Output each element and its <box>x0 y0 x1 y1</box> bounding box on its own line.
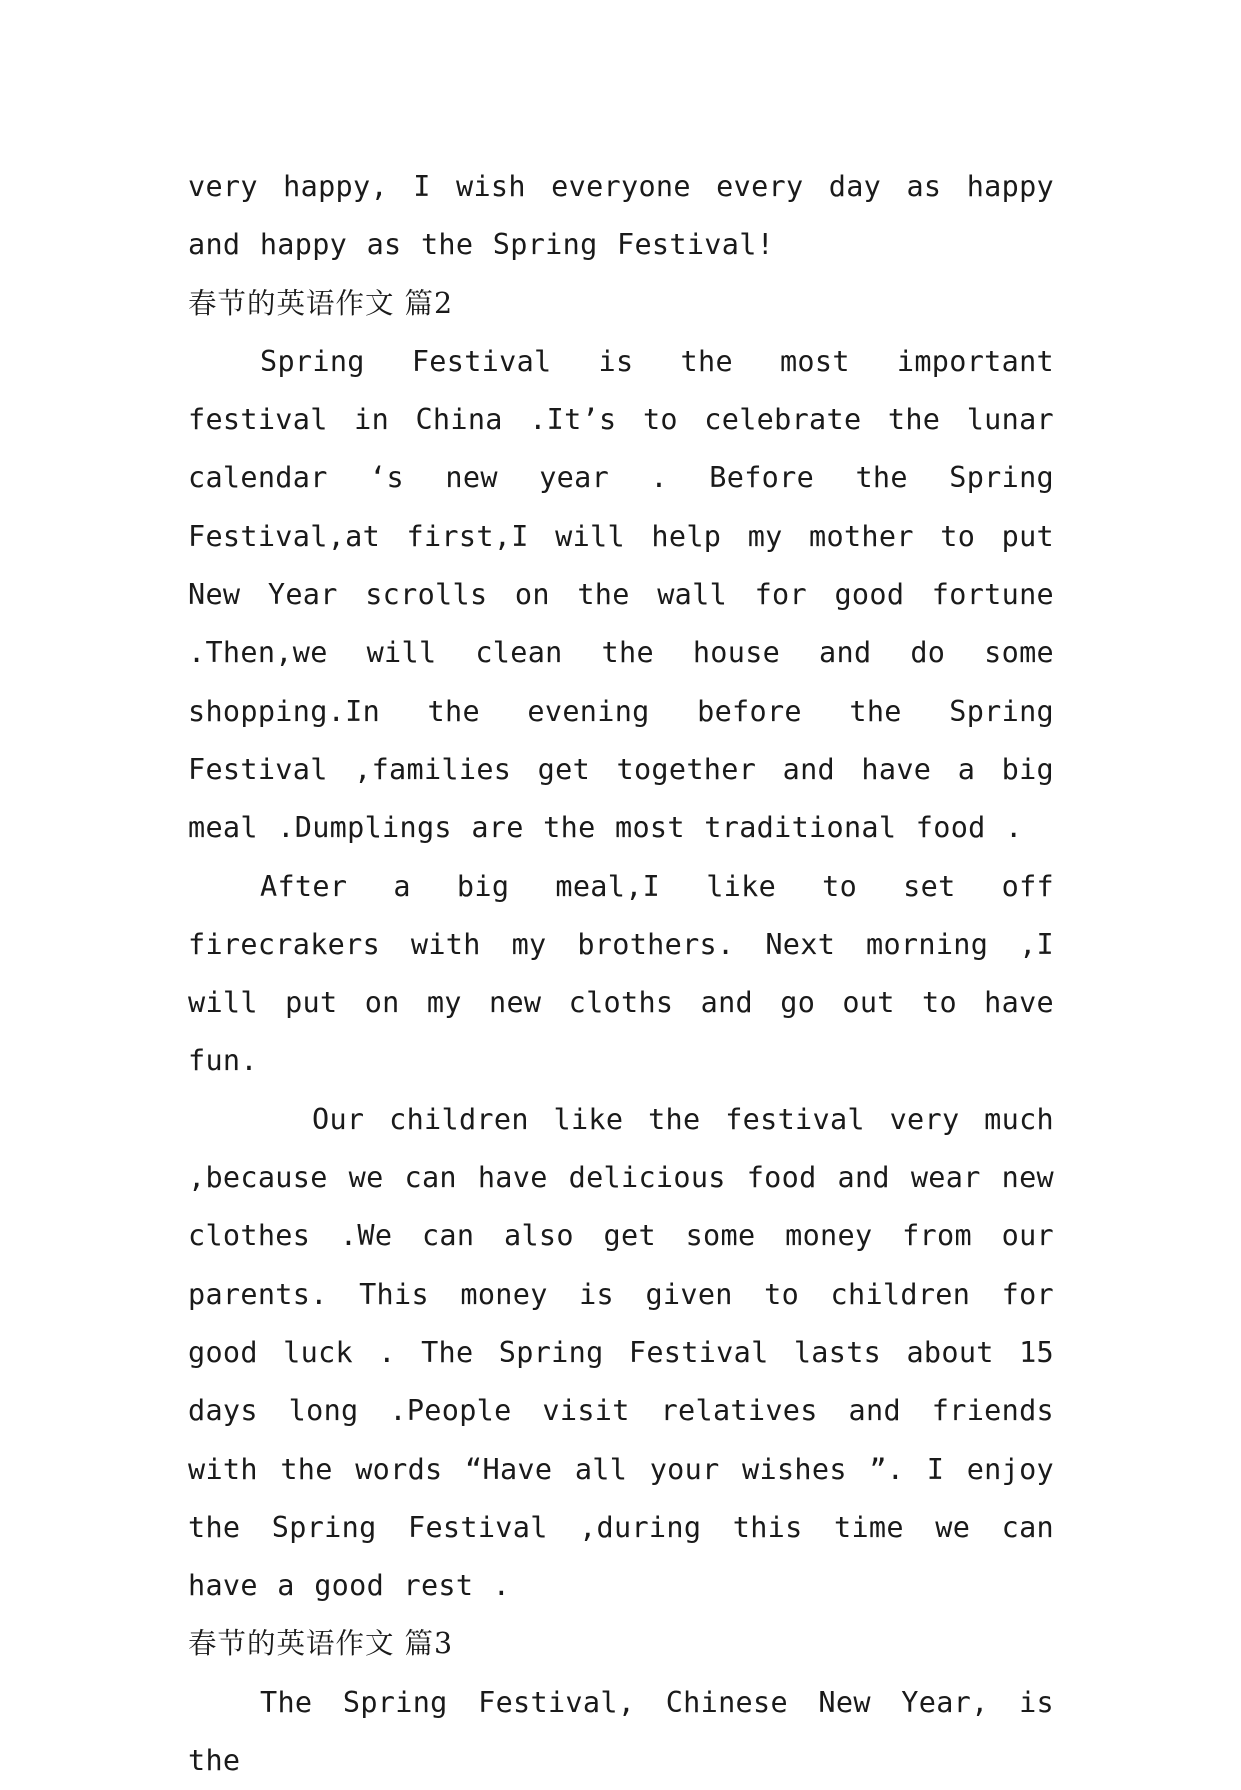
document-text <box>188 158 1054 1790</box>
paragraph-essay-2-children: Our children like the festival very much ,because we can have delicious food and wear new clothes .We can also get some money from our parents. This money is given to children for good luck . The Spring Festival lasts about 15 days long .People visit relatives and friends with the words “Have all your wishes ”. I enjoy the Spring Festival ,during this time we can have a good rest . <box>188 1102 1054 1603</box>
paragraph-closing-essay-1: very happy, I wish everyone every day as happy and happy as the Spring Festival! <box>188 170 1054 262</box>
essay-heading-2: 春节的英语作文 篇2 <box>188 286 454 320</box>
paragraph-essay-3-intro: The Spring Festival, Chinese New Year, is the <box>188 1685 1054 1778</box>
paragraph-essay-2-intro: Spring Festival is the most important festival in China .It’s to celebrate the lunar calendar ‘s new year . Before the Spring Festival,at first,I will help my mother to put New Year scrolls on the wall for good fortune .Then,we will clean the house and do some shopping.In the evening before the Spring Festival ,families get together and have a big meal .Dumplings are the most traditional food . <box>188 344 1054 845</box>
essay-heading-3: 春节的英语作文 篇3 <box>188 1627 454 1661</box>
paragraph-essay-2-after-meal: After a big meal,I like to set off firecrakers with my brothers. Next morning ,I will put on my new cloths and go out to have fun. <box>188 869 1054 1078</box>
